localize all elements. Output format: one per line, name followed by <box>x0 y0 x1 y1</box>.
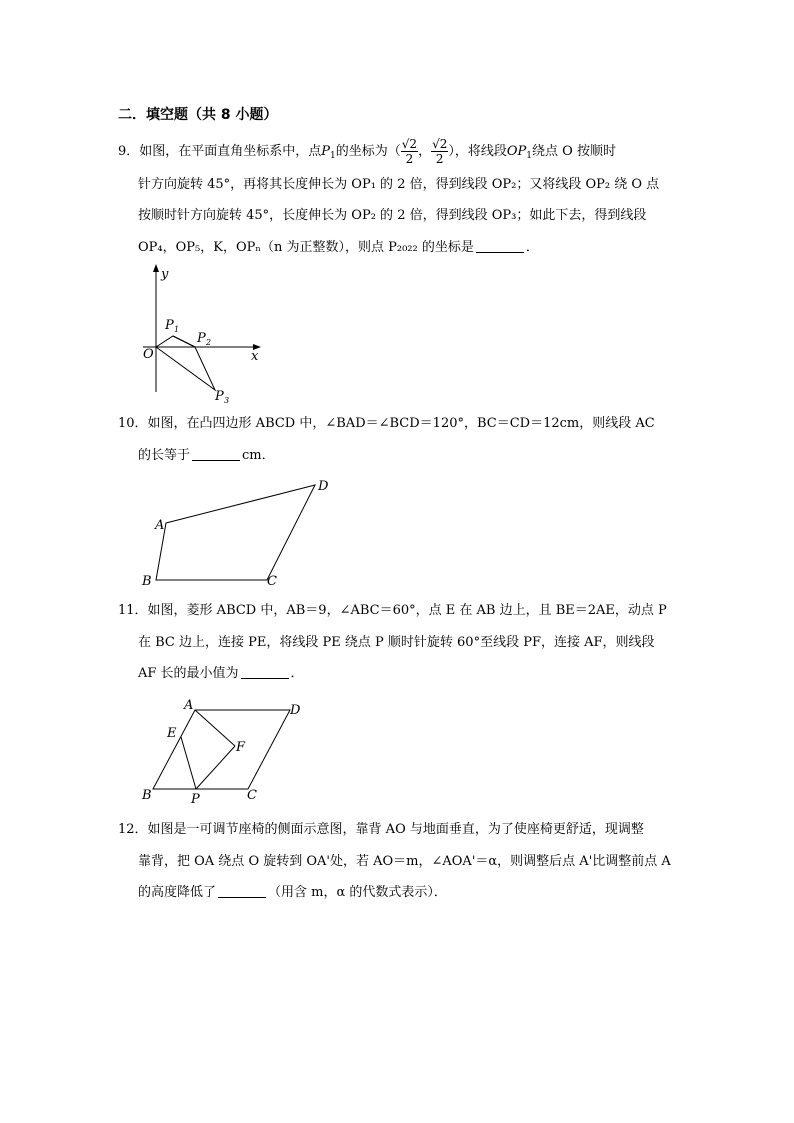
q9-p1-label-sub: 1 <box>174 325 180 334</box>
q9-origin-label: O <box>143 347 154 362</box>
q10-label-a: A <box>155 518 165 533</box>
q11-line-1: 11．如图，菱形 ABCD 中，AB＝9，∠ABC＝60°，点 E 在 AB 边上，且 BE＝2AE，动点 P <box>118 603 667 618</box>
q11-label-e: E <box>167 726 177 741</box>
q9-line-4-end: ． <box>525 240 539 255</box>
q9-p1: P <box>321 144 331 159</box>
q9-line-3: 按顺时针方向旋转 45°，长度伸长为 OP₂ 的 2 倍，得到线段 OP₃；如此下去，得到线段 <box>138 208 647 223</box>
q10-answer-blank[interactable] <box>192 446 240 461</box>
q9-figure <box>135 262 275 407</box>
q9-text-d: 绕点 O 按顺时 <box>532 144 616 159</box>
q9-text-a: 9．如图，在平面直角坐标系中，点 <box>118 144 322 159</box>
q9-p1-label: P <box>165 318 174 333</box>
q9-text-c: ），将线段 <box>448 144 507 159</box>
q11-label-d: D <box>290 703 301 718</box>
q9-p2-label-sub: 2 <box>206 338 212 347</box>
q9-p1p2 <box>173 336 195 347</box>
q10-label-d: D <box>318 479 329 494</box>
q9-fraction-x-num: √2 <box>401 137 418 151</box>
q10-label-b: B <box>142 574 152 589</box>
q9-fraction-x <box>401 137 418 166</box>
q11-label-c: C <box>247 788 257 803</box>
q9-answer-blank[interactable] <box>476 238 524 253</box>
q12-line-2: 靠背，把 OA 绕点 O 旋转到 OA'处，若 AO＝m，∠AOA'＝α，则调整后点 A'比调整前点 A <box>138 854 671 869</box>
q9-line-4 <box>138 238 539 258</box>
q10-label-c: C <box>267 574 277 589</box>
q12-answer-blank[interactable] <box>218 883 266 898</box>
q9-fraction-y <box>431 137 448 166</box>
q11-line-2: 在 BC 边上，连接 PE，将线段 PE 绕点 P 顺时针旋转 60°至线段 PF，连接 AF，则线段 <box>138 635 655 650</box>
q10-line-2-text: 的长等于 <box>138 448 191 463</box>
q10-quadrilateral <box>156 485 315 580</box>
q11-label-p: P <box>191 792 200 807</box>
q11-label-b: B <box>142 788 152 803</box>
q12-line-3-tail: （用含 m，α 的代数式表示）． <box>268 885 447 900</box>
q11-segment-af <box>195 710 235 746</box>
q11-segment-pe <box>181 737 196 789</box>
q9-line-1 <box>118 137 616 166</box>
q9-y-arrow <box>153 264 159 272</box>
q11-line-3-end: ． <box>290 666 304 681</box>
q10-line-1: 10．如图，在凸四边形 ABCD 中，∠BAD＝∠BCD＝120°，BC＝CD＝12cm，则线段 AC <box>118 416 655 431</box>
q11-line-3 <box>138 664 304 684</box>
q11-figure <box>135 696 310 808</box>
q9-line-4-text: OP₄，OP₅，K，OPₙ（n 为正整数），则点 P₂₀₂₂ 的坐标是 <box>138 240 474 255</box>
q9-y-label: y <box>161 267 169 282</box>
q9-comma: ， <box>418 144 432 159</box>
q12-line-3 <box>138 883 447 903</box>
q10-figure <box>135 476 345 591</box>
q9-fraction-y-den: 2 <box>435 152 444 166</box>
q9-text-b: 的坐标为（ <box>335 144 401 159</box>
q11-rhombus <box>153 710 290 789</box>
q10-line-2-unit: cm． <box>242 448 275 463</box>
q9-op1-sub: 1 <box>526 151 533 161</box>
q11-answer-blank[interactable] <box>241 664 289 679</box>
q9-op1: OP <box>506 144 527 159</box>
q12-line-3-text: 的高度降低了 <box>138 885 217 900</box>
q11-label-f: F <box>236 740 246 755</box>
q9-p1-sub: 1 <box>330 151 336 161</box>
q9-p2-label: P <box>197 331 206 346</box>
q9-x-label: x <box>251 349 259 364</box>
q10-line-2 <box>138 446 275 466</box>
q12-line-1: 12．如图是一可调节座椅的侧面示意图，靠背 AO 与地面垂直，为了使座椅更舒适，现调整 <box>118 822 644 837</box>
q11-segment-pf <box>196 746 235 789</box>
q11-label-a: A <box>184 698 194 713</box>
q11-line-3-text: AF 长的最小值为 <box>138 666 239 681</box>
q9-fraction-x-den: 2 <box>405 152 414 166</box>
q9-p3-label: P <box>215 389 224 404</box>
q9-fraction-y-num: √2 <box>432 137 448 151</box>
q9-p3-label-sub: 3 <box>224 396 230 405</box>
section-title: 二．填空题（共 8 小题） <box>118 107 278 123</box>
q9-line-2: 针方向旋转 45°，再将其长度伸长为 OP₁ 的 2 倍，得到线段 OP₂；又将线段 OP₂ 绕 O 点 <box>138 177 660 192</box>
